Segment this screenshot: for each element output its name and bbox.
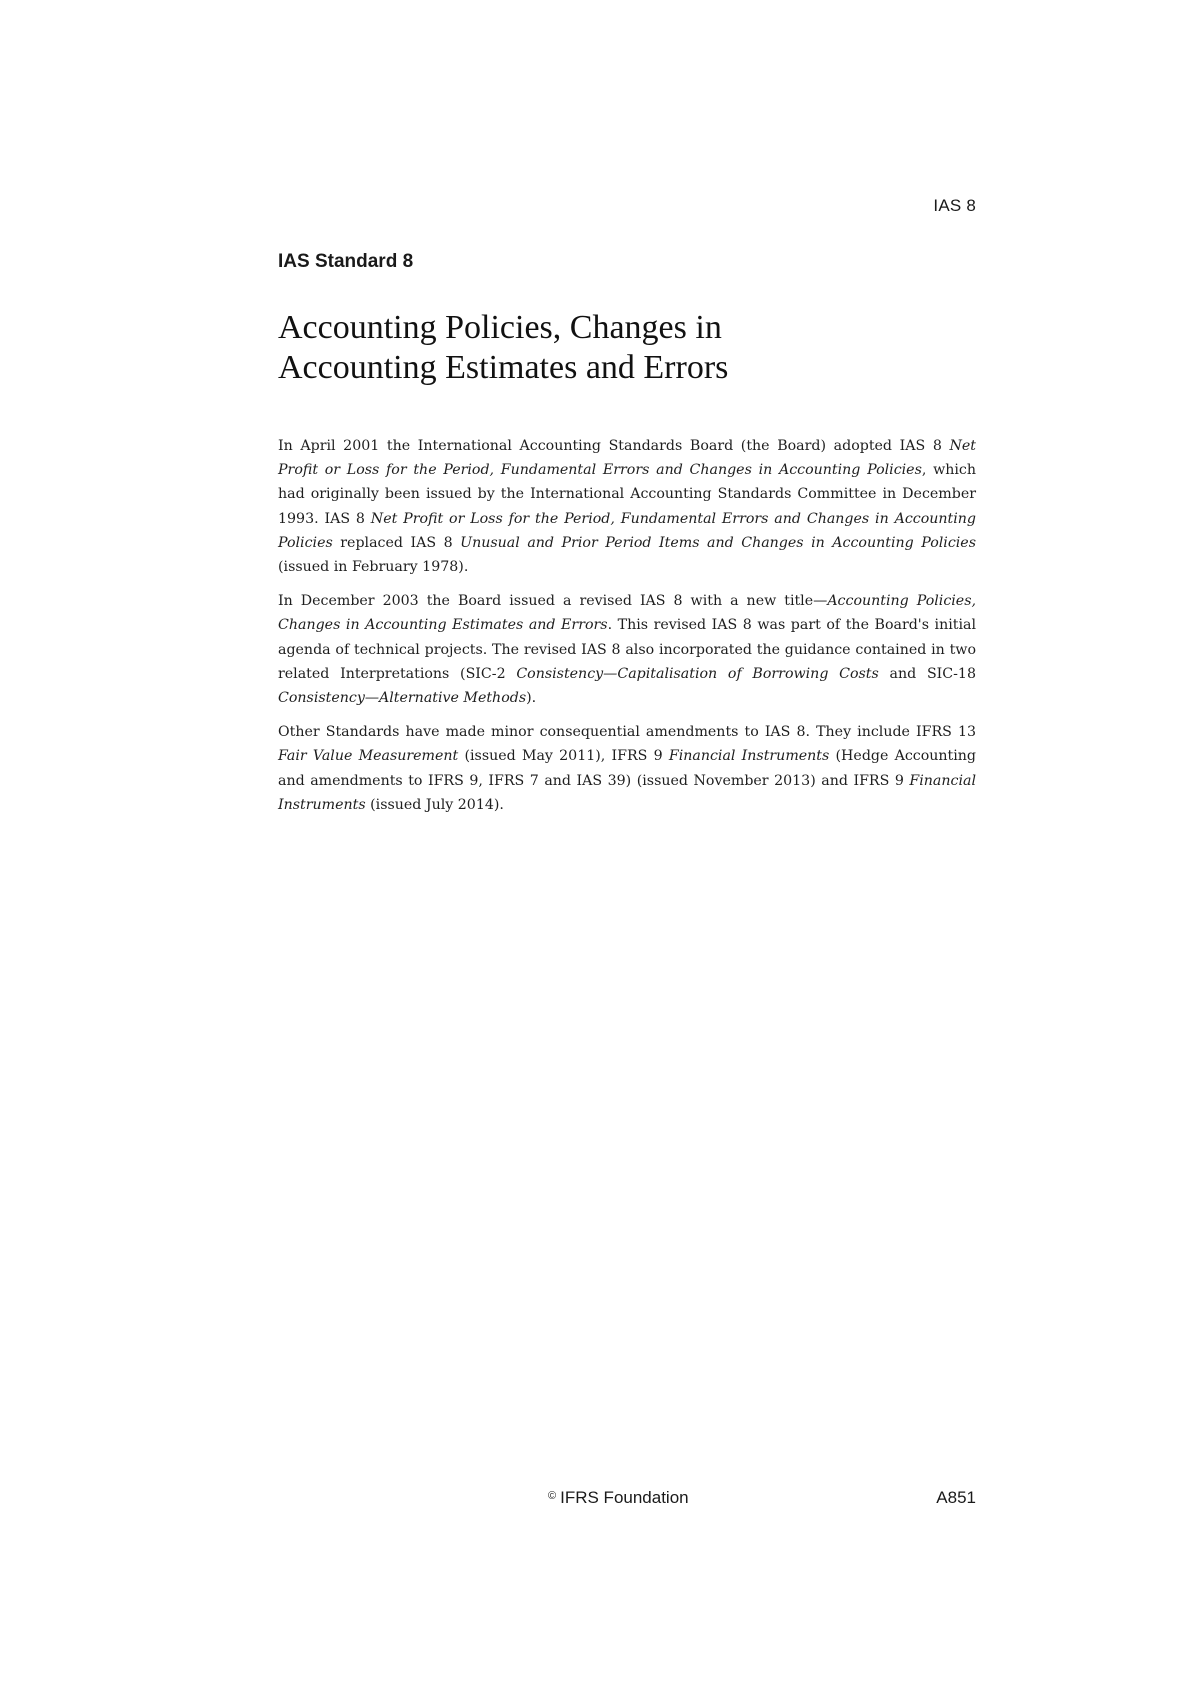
italic-title-text: Consistency—Capitalisation of Borrowing Costs xyxy=(516,665,879,682)
paragraph-text: (Hedge Accounting and amendments to IFRS 9, IFRS 7 and IAS 39) (issued November 2013) and IFRS 9 xyxy=(278,748,977,789)
copyright-text: IFRS Foundation xyxy=(560,1488,689,1507)
italic-title-text: Accounting Policies, Changes in Accounting Estimates and Errors xyxy=(278,593,976,634)
paragraph-1 xyxy=(278,434,976,579)
italic-title-text: Consistency—Alternative Methods xyxy=(278,690,527,707)
paragraph-text: , which had originally been issued by the International Accounting Standards Committee in December 1993. IAS 8 xyxy=(278,462,977,527)
paragraph-text: and SIC-18 xyxy=(878,665,976,682)
running-head: IAS 8 xyxy=(933,196,976,215)
italic-title-text: Financial Instruments xyxy=(668,748,830,765)
paragraph-text: Other Standards have made minor consequential amendments to IAS 8. They include IFRS 13 xyxy=(278,724,976,741)
copyright-symbol: © xyxy=(548,1490,557,1502)
paragraph-text: (issued in February 1978). xyxy=(278,559,469,576)
title-line-2: Accounting Estimates and Errors xyxy=(278,349,729,386)
paragraph-text: replaced IAS 8 xyxy=(332,534,461,551)
paragraph-text: In April 2001 the International Accounting Standards Board (the Board) adopted IAS 8 xyxy=(278,438,950,454)
paragraph-text: ). xyxy=(526,690,537,707)
standard-label: IAS Standard 8 xyxy=(278,251,414,272)
paragraph-text: (issued May 2011), IFRS 9 xyxy=(458,748,669,765)
paragraph-text: (issued July 2014). xyxy=(365,796,504,813)
italic-title-text: Fair Value Measurement xyxy=(278,748,459,765)
page-number: A851 xyxy=(936,1488,976,1507)
page-title xyxy=(278,308,976,388)
main-content xyxy=(278,250,976,827)
paragraph-2 xyxy=(278,589,976,710)
paragraph-text: . This revised IAS 8 was part of the Board's initial agenda of technical projects. The revised IAS 8 also incorporated the guidance contained in two related Interpretations (SIC-2 xyxy=(278,617,976,682)
italic-title-text: Financial Instruments xyxy=(278,772,976,813)
paragraph-3 xyxy=(278,720,976,817)
footer-copyright xyxy=(548,1488,689,1508)
italic-title-text: Net Profit or Loss for the Period, Fundamental Errors and Changes in Accounting Policies xyxy=(278,438,976,479)
title-line-1: Accounting Policies, Changes in xyxy=(278,309,722,346)
italic-title-text: Net Profit or Loss for the Period, Fundamental Errors and Changes in Accounting Policies xyxy=(278,510,976,551)
paragraph-text: In December 2003 the Board issued a revised IAS 8 with a new title— xyxy=(278,593,828,610)
italic-title-text: Unusual and Prior Period Items and Changes in Accounting Policies xyxy=(460,534,976,551)
